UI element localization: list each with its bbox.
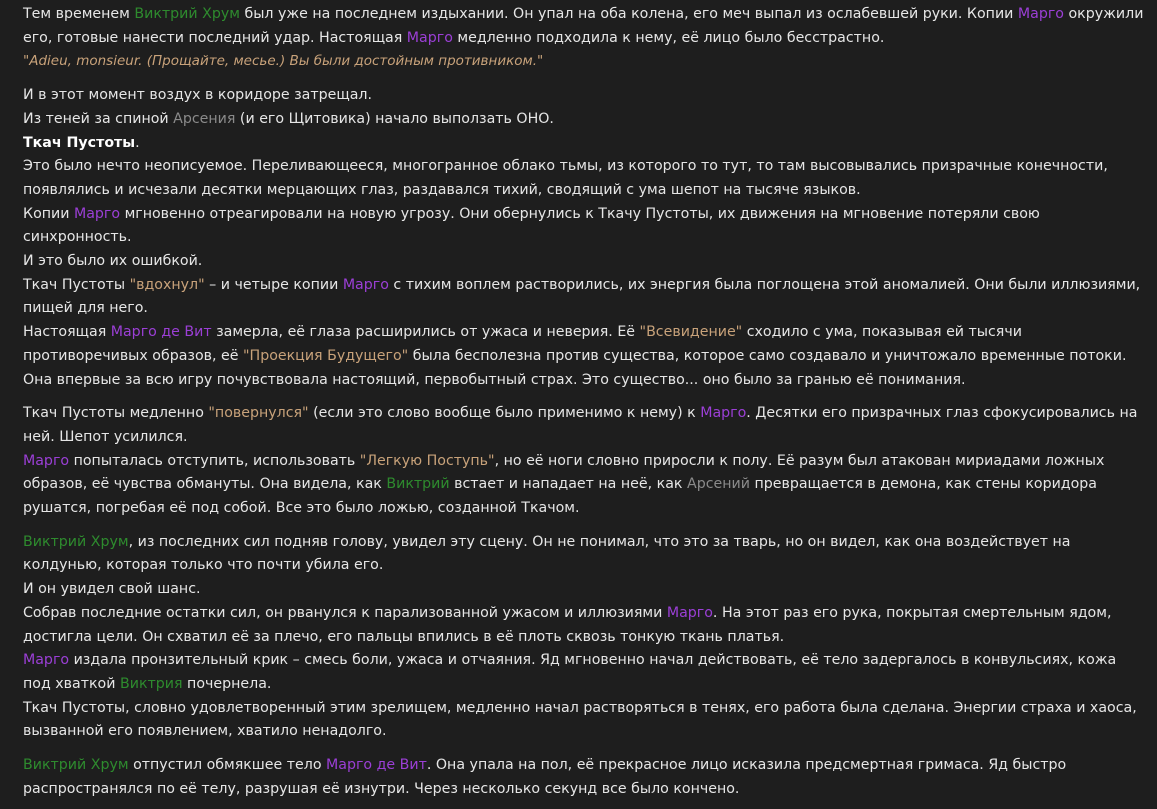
paragraph <box>23 602 1148 649</box>
quoted-term: "Всевидение" <box>639 324 743 341</box>
paragraph <box>23 754 1148 801</box>
text-run: . На этот раз его рука, покрытая смертельным ядом, достигла цели. Он схватил её за плечо, его пальцы впились в её плоть сквозь тонкую ткань платья. <box>23 604 1112 645</box>
quoted-term: "Adieu, monsieur. (Прощайте, месье.) Вы были достойным противником." <box>23 53 544 70</box>
text-run: , из последних сил подняв голову, увидел эту сцену. Он не понимал, что это за тварь, но он видел, как она воздействует на колдунью, которая только что почти убила его. <box>23 533 1071 574</box>
character-name-margo: Марго <box>23 452 70 469</box>
character-name-margo: Марго де Вит <box>110 324 212 341</box>
character-name-margo: Марго де Вит <box>326 757 427 774</box>
character-name-viktriy: Виктрий Хрум <box>134 6 240 22</box>
paragraph <box>23 578 1148 602</box>
paragraph <box>23 321 1148 392</box>
emphasis-title: Ткач Пустоты <box>23 134 136 151</box>
text-run: (и его Щитовика) начало выползать ОНО. <box>235 110 554 127</box>
text-run: Настоящая <box>23 324 111 341</box>
story-text <box>23 3 1148 802</box>
text-run: , но её ноги словно приросли к полу. Её разум был атакован мириадами ложных образов, её чувства обмануты. Она видела, как <box>23 452 1105 493</box>
paragraph <box>23 203 1148 250</box>
text-run: И это было их ошибкой. <box>23 253 203 270</box>
text-run: Из теней за спиной <box>23 110 174 127</box>
text-run: И в этот момент воздух в коридоре затрещал. <box>23 87 373 104</box>
text-run: – и четыре копии <box>204 276 343 293</box>
quoted-term: "Проекция Будущего" <box>243 347 409 364</box>
character-name-viktriy: Виктрий <box>386 476 450 493</box>
character-name-viktriy: Виктрий Хрум <box>23 757 129 774</box>
text-run: издала пронзительный крик – смесь боли, ужаса и отчаяния. Яд мгновенно начал действовать, её тело задергалось в конвульсиях, кожа под хваткой <box>23 652 1117 692</box>
character-name-arseniy: Арсений <box>686 476 750 493</box>
text-run: превращается в демона, как стены коридора рушатся, погребая её под собой. Все это было ложью, созданной Ткачом. <box>23 476 1097 517</box>
character-name-margo: Марго <box>342 276 389 293</box>
text-run: почернела. <box>182 675 272 692</box>
character-name-viktriy: Виктрия <box>119 675 183 692</box>
text-run: отпустил обмякшее тело <box>128 757 327 774</box>
text-run: был уже на последнем издыхании. Он упал на оба колена, его меч выпал из ослабевшей руки. Копии <box>239 6 1018 22</box>
character-name-viktriy: Виктрий Хрум <box>23 533 129 550</box>
paragraph <box>23 402 1148 449</box>
text-run: Ткач Пустоты <box>23 276 130 293</box>
text-run: . Десятки его призрачных глаз сфокусировались на ней. Шепот усилился. <box>23 405 1138 445</box>
paragraph <box>23 250 1148 274</box>
paragraph <box>23 531 1148 578</box>
character-name-margo: Марго <box>666 604 713 621</box>
text-run: Ткач Пустоты медленно <box>23 405 209 422</box>
text-run: сходило с ума, показывая ей тысячи противоречивых образов, её <box>23 324 1022 364</box>
paragraph <box>23 108 1148 132</box>
character-name-margo: Марго <box>23 652 70 669</box>
text-run: Копии <box>23 205 74 222</box>
text-run: Это было нечто неописуемое. Переливающееся, многогранное облако тьмы, из которого то тут, то там высовывались призрачные конечности, появлялись и исчезали десятки мерцающих глаз, раздавался тихий, сводящий с ума шепот на тысяче языков. <box>23 158 1108 198</box>
paragraph <box>23 84 1148 108</box>
text-run: Собрав последние остатки сил, он рванулся к парализованной ужасом и иллюзиями <box>23 604 667 621</box>
text-run: была бесполезна против существа, которое само создавало и уничтожало временные потоки. Она впервые за всю игру почувствовала настоящий, первобытный страх. Это существо... оно было за гранью её понимания. <box>23 347 1127 388</box>
paragraph <box>23 132 1148 156</box>
text-run: И он увидел свой шанс. <box>23 581 201 598</box>
character-name-margo: Марго <box>700 405 747 422</box>
text-run: встает и нападает на неё, как <box>449 476 687 493</box>
character-name-arseniy: Арсения <box>173 110 236 127</box>
text-run: замерла, её глаза расширились от ужаса и неверия. Её <box>211 324 640 341</box>
character-name-margo: Марго <box>73 205 121 222</box>
character-name-margo: Марго <box>1017 6 1064 22</box>
quoted-term: "вдохнул" <box>129 276 205 293</box>
paragraph <box>23 3 1148 50</box>
text-run: Ткач Пустоты, словно удовлетворенный этим зрелищем, медленно начал растворяться в тенях, его работа была сделана. Энергии страха и хаоса, вызванной его появлением, хватило ненадолго. <box>23 699 1137 740</box>
text-run: окружили его, готовые нанести последний удар. Настоящая <box>23 6 1144 46</box>
text-run: . <box>135 134 140 151</box>
character-name-margo: Марго <box>406 29 453 46</box>
text-run: (если это слово вообще было применимо к нему) к <box>308 405 701 422</box>
paragraph <box>23 649 1148 696</box>
text-run: мгновенно отреагировали на новую угрозу. Они обернулись к Ткачу Пустоты, их движения на мгновение потеряли свою синхронность. <box>23 205 1040 246</box>
paragraph <box>23 155 1148 202</box>
quoted-term: "повернулся" <box>208 405 309 422</box>
text-run: попыталась отступить, использовать <box>69 452 360 469</box>
paragraph <box>23 697 1148 744</box>
paragraph <box>23 274 1148 321</box>
text-run: медленно подходила к нему, её лицо было бесстрастно. <box>452 29 885 46</box>
text-run: Тем временем <box>23 6 135 22</box>
text-run: . Она упала на пол, её прекрасное лицо исказила предсмертная гримаса. Яд быстро распространялся по её телу, разрушая её изнутри. Через несколько секунд все было кончено. <box>23 757 1067 797</box>
paragraph <box>23 450 1148 521</box>
text-run: с тихим воплем растворились, их энергия была поглощена этой аномалией. Они были иллюзиями, пищей для него. <box>23 276 1141 317</box>
quoted-term: "Легкую Поступь" <box>359 452 495 469</box>
paragraph <box>23 50 1148 74</box>
